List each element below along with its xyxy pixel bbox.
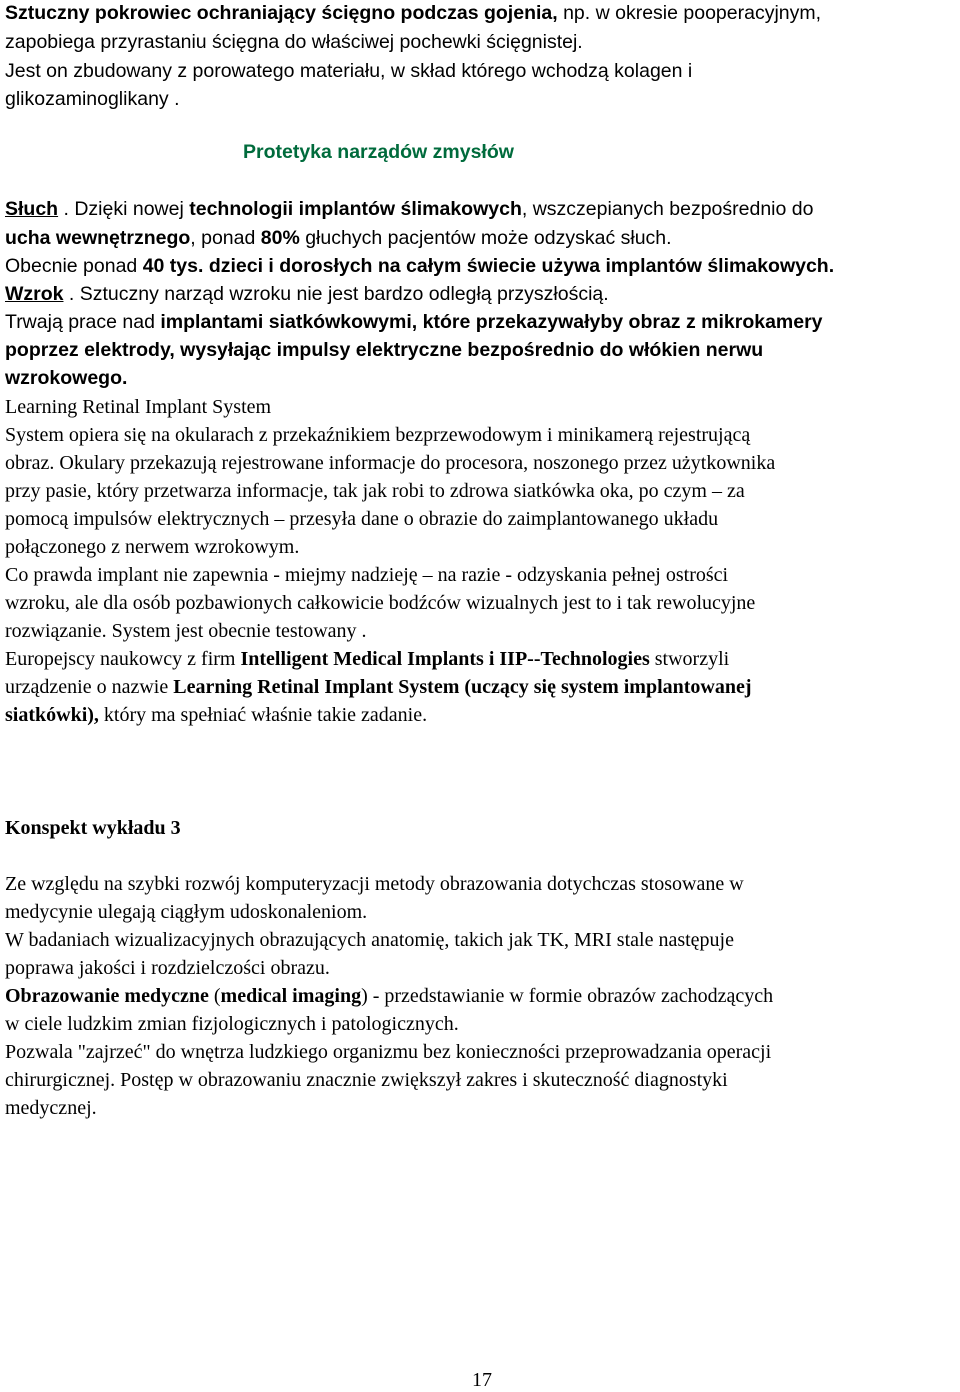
vision-line-2: [5, 311, 823, 334]
hearing-percent: 80%: [260, 227, 300, 249]
lecture-p1-line-3: W badaniach wizualizacyjnych obrazujących anatomię, takich jak TK, MRI stale następuje: [5, 929, 734, 951]
intro-line-4: glikozaminoglikany .: [5, 88, 180, 110]
vision-bold-a: implantami siatkówkowymi, które przekazywałyby obraz z mikrokamery: [160, 311, 823, 333]
hearing-label: Słuch: [5, 198, 59, 220]
lris-line-4: pomocą impulsów elektrycznych – przesyła dane o obrazie do zaimplantowanego układu: [5, 508, 719, 530]
hearing-bold-term: technologii implantów ślimakowych: [189, 198, 522, 220]
hearing-line-2: [5, 227, 672, 250]
section-heading: Protetyka narządów zmysłów: [243, 141, 514, 163]
lris-eu-system-name: Learning Retinal Implant System (uczący się system implantowanej: [173, 676, 752, 698]
lris-line-8: rozwiązanie. System jest obecnie testowany .: [5, 620, 367, 642]
hearing-text-c: , wszczepianych bezpośrednio do: [521, 198, 814, 220]
intro-bold-term: Sztuczny pokrowiec ochraniający ścięgno podczas gojenia,: [5, 2, 558, 24]
lris-eu-text-c: stworzyli: [649, 648, 730, 670]
lris-eu-text-e: który ma spełniać właśnie takie zadanie.: [98, 704, 428, 726]
hearing-text-a: . Dzięki nowej: [58, 198, 190, 220]
vision-line-4: wzrokowego.: [5, 367, 128, 389]
lecture-p3-line-3: medycznej.: [5, 1097, 97, 1119]
lecture-title: Konspekt wykładu 3: [5, 817, 181, 839]
hearing-text-e: Obecnie ponad: [5, 255, 143, 277]
lris-eu-line-2: [5, 676, 752, 699]
hearing-text-b: , ponad: [190, 227, 261, 249]
lris-eu-line-1: [5, 648, 729, 671]
lecture-def-line-2: w ciele ludzkim zmian fizjologicznych i patologicznych.: [5, 1013, 459, 1035]
lris-eu-line-3: [5, 704, 427, 727]
intro-line-1-rest: np. w okresie pooperacyjnym,: [557, 2, 822, 24]
vision-label: Wzrok: [5, 283, 64, 305]
hearing-line-1: [5, 198, 813, 221]
vision-line-3: poprzez elektrody, wysyłając impulsy elektryczne bezpośrednio do włókien nerwu: [5, 339, 764, 361]
lris-line-7: wzroku, ale dla osób pozbawionych całkowicie bodźców wizualnych jest to i tak rewolucyjne: [5, 592, 756, 614]
intro-line-2: zapobiega przyrastaniu ścięgna do właściwej pochewki ścięgnistej.: [5, 31, 583, 53]
lecture-def-paren: (: [208, 985, 221, 1007]
intro-line-3: Jest on zbudowany z porowatego materiału, w skład którego wchodzą kolagen i: [5, 60, 693, 82]
lris-line-1: System opiera się na okularach z przekaźnikiem bezprzewodowym i minikamerą rejestrującą: [5, 424, 751, 446]
hearing-text-d: głuchych pacjentów może odzyskać słuch.: [299, 227, 672, 249]
lris-eu-text-a: Europejscy naukowcy z firm: [5, 648, 241, 670]
lris-title: Learning Retinal Implant System: [5, 396, 272, 418]
vision-text-a: Trwają prace nad: [5, 311, 161, 333]
lris-line-2: obraz. Okulary przekazują rejestrowane informacje do procesora, noszonego przez użytkownika: [5, 452, 776, 474]
lecture-def-line-1: [5, 985, 773, 1008]
hearing-ear-term: ucha wewnętrznego: [5, 227, 191, 249]
lecture-p3-line-1: Pozwala "zajrzeć" do wnętrza ludzkiego organizmu bez konieczności przeprowadzania operacji: [5, 1041, 772, 1063]
intro-line-1: [5, 2, 821, 25]
lris-line-5: połączonego z nerwem wzrokowym.: [5, 536, 300, 558]
lecture-def-english: medical imaging: [220, 985, 362, 1007]
page-number: 17: [472, 1369, 492, 1391]
lecture-p1-line-4: poprawa jakości i rozdzielczości obrazu.: [5, 957, 330, 979]
lecture-def-text: ) - przedstawianie w formie obrazów zachodzących: [361, 985, 774, 1007]
vision-text: . Sztuczny narząd wzroku nie jest bardzo odległą przyszłością.: [63, 283, 609, 305]
lecture-p1-line-2: medycynie ulegają ciągłym udoskonaleniom.: [5, 901, 368, 923]
lris-line-6: Co prawda implant nie zapewnia - miejmy nadzieję – na razie - odzyskania pełnej ostrości: [5, 564, 729, 586]
lris-eu-text-d: urządzenie o nazwie: [5, 676, 174, 698]
lecture-def-term: Obrazowanie medyczne: [5, 985, 209, 1007]
hearing-bold-stat: 40 tys. dzieci i dorosłych na całym świecie używa implantów ślimakowych.: [142, 255, 835, 277]
lris-eu-companies: Intelligent Medical Implants i IIP--Technologies: [240, 648, 650, 670]
lris-line-3: przy pasie, który przetwarza informacje, tak jak robi to zdrowa siatkówka oka, po czym – za: [5, 480, 745, 502]
hearing-line-3: [5, 255, 834, 278]
lris-eu-bold-end: siatkówki),: [5, 704, 99, 726]
vision-line-1: [5, 283, 609, 306]
lecture-p1-line-1: Ze względu na szybki rozwój komputeryzacji metody obrazowania dotychczas stosowane w: [5, 873, 744, 895]
lecture-p3-line-2: chirurgicznej. Postęp w obrazowaniu znacznie zwiększył zakres i skuteczność diagnostyki: [5, 1069, 728, 1091]
